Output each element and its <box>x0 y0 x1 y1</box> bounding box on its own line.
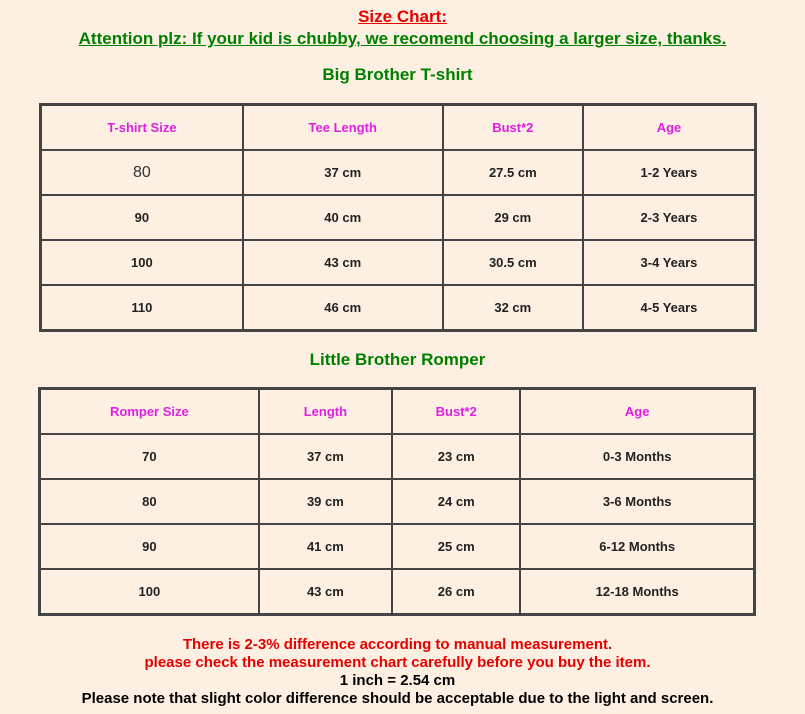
romper-table-title: Little Brother Romper <box>309 350 486 369</box>
header-cell: Bust*2 <box>392 389 520 434</box>
table-row <box>41 195 755 240</box>
table-cell: 26 cm <box>392 569 520 614</box>
table-row <box>40 479 754 524</box>
table-cell: 3-6 Months <box>520 479 754 524</box>
header-cell: Tee Length <box>243 105 443 150</box>
table-cell: 12-18 Months <box>520 569 754 614</box>
table-cell: 110 <box>41 285 243 330</box>
table-cell: 37 cm <box>243 150 443 195</box>
header-cell: Age <box>520 389 754 434</box>
table-cell: 39 cm <box>259 479 392 524</box>
table-cell: 6-12 Months <box>520 524 754 569</box>
table-cell: 3-4 Years <box>583 240 755 285</box>
size-chart-title: Size Chart: <box>358 7 447 26</box>
table-cell: 37 cm <box>259 434 392 479</box>
romper-size-table <box>38 387 756 616</box>
table-cell: 90 <box>41 195 243 240</box>
table-cell: 30.5 cm <box>443 240 583 285</box>
header-cell: Age <box>583 105 755 150</box>
tshirt-size-table <box>39 103 757 332</box>
table-cell: 4-5 Years <box>583 285 755 330</box>
table-header-row <box>40 389 754 434</box>
table-header-row <box>41 105 755 150</box>
table-cell: 29 cm <box>443 195 583 240</box>
table-cell: 2-3 Years <box>583 195 755 240</box>
table-cell: 40 cm <box>243 195 443 240</box>
table-cell: 27.5 cm <box>443 150 583 195</box>
table-row <box>40 524 754 569</box>
attention-note: Attention plz: If your kid is chubby, we recomend choosing a larger size, thanks. <box>78 29 727 48</box>
table-cell: 23 cm <box>392 434 520 479</box>
note-inch-conversion: 1 inch = 2.54 cm <box>339 672 456 689</box>
table-cell: 0-3 Months <box>520 434 754 479</box>
table-cell: 32 cm <box>443 285 583 330</box>
table-row <box>41 285 755 330</box>
table-cell: 43 cm <box>243 240 443 285</box>
table-cell: 100 <box>41 240 243 285</box>
table-cell: 24 cm <box>392 479 520 524</box>
table-cell: 80 <box>41 150 243 195</box>
table-row <box>40 434 754 479</box>
header-cell: Romper Size <box>40 389 259 434</box>
note-check-chart: please check the measurement chart carefully before you buy the item. <box>144 654 651 671</box>
table-cell: 43 cm <box>259 569 392 614</box>
table-row <box>41 150 755 195</box>
header-cell: Bust*2 <box>443 105 583 150</box>
table-cell: 90 <box>40 524 259 569</box>
header-cell: Length <box>259 389 392 434</box>
table-cell: 1-2 Years <box>583 150 755 195</box>
note-color-difference: Please note that slight color difference should be acceptable due to the light and screen. <box>81 690 714 707</box>
table-row <box>40 569 754 614</box>
measurement-notes <box>0 636 795 708</box>
table-row <box>41 240 755 285</box>
table-cell: 46 cm <box>243 285 443 330</box>
table-cell: 80 <box>40 479 259 524</box>
table-cell: 100 <box>40 569 259 614</box>
table-cell: 41 cm <box>259 524 392 569</box>
header-cell: T-shirt Size <box>41 105 243 150</box>
note-difference: There is 2-3% difference according to manual measurement. <box>182 636 613 653</box>
tshirt-table-title: Big Brother T-shirt <box>322 65 473 84</box>
table-cell: 25 cm <box>392 524 520 569</box>
table-cell: 70 <box>40 434 259 479</box>
